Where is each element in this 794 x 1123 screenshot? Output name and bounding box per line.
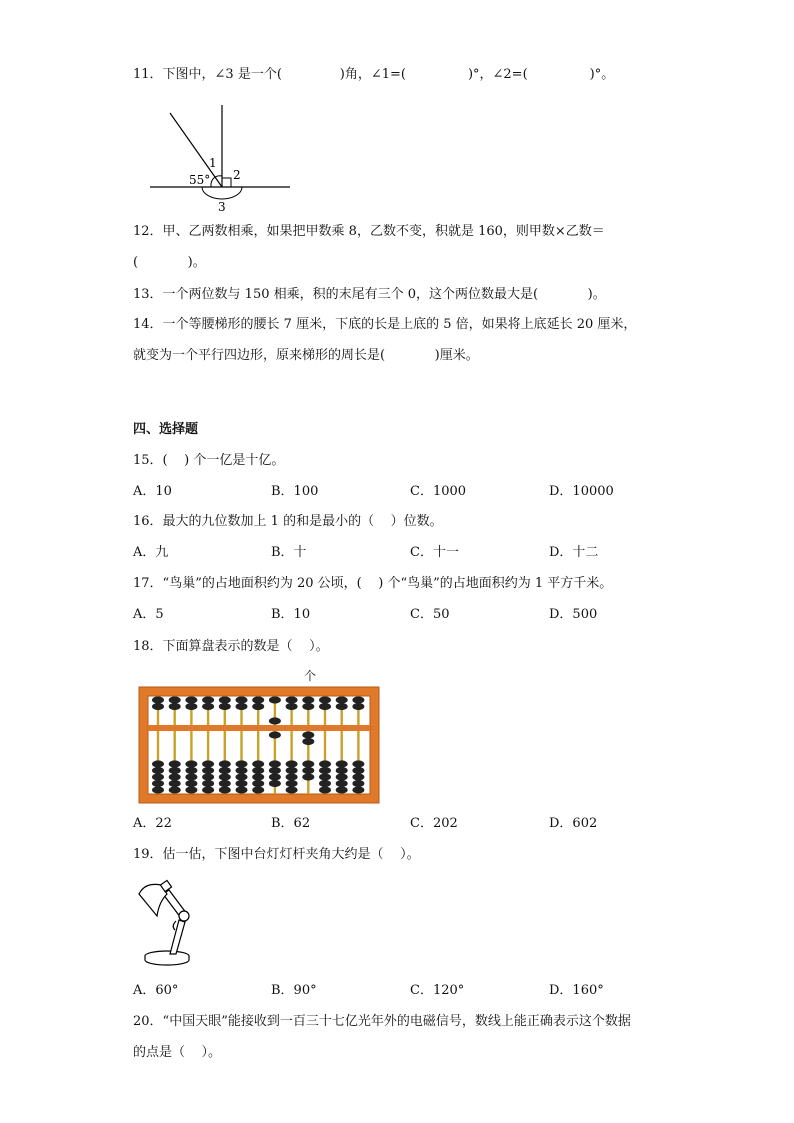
abacus-bead (219, 780, 231, 787)
abacus-bead (336, 760, 348, 767)
option-b[interactable]: B．十 (271, 545, 307, 560)
abacus-bead (319, 767, 331, 774)
abacus-bead (302, 696, 314, 703)
option-c[interactable]: C．50 (410, 607, 450, 622)
abacus-bead (352, 773, 364, 780)
abacus-bead (152, 760, 164, 767)
abacus-bead (236, 696, 248, 703)
question-20-line2: 的点是（ ）。 (133, 1045, 222, 1060)
question-14-line2: 就变为一个平行四边形，原来梯形的周长是( )厘米。 (133, 348, 479, 363)
abacus-bead (286, 767, 298, 774)
question-15: 15．( ) 个一亿是十亿。 (133, 453, 285, 468)
abacus-figure (138, 686, 380, 804)
question-16: 16．最大的九位数加上 1 的和是最小的（ ）位数。 (133, 514, 443, 529)
option-d[interactable]: D．602 (549, 816, 598, 831)
abacus-bead (236, 780, 248, 787)
abacus-beam (148, 725, 370, 731)
abacus-bead (185, 760, 197, 767)
abacus-bead (236, 786, 248, 793)
question-18: 18．下面算盘表示的数是（ ）。 (133, 639, 329, 654)
abacus-bead (252, 780, 264, 787)
abacus-bead (169, 767, 181, 774)
abacus-bead (286, 760, 298, 767)
section-heading: 四、选择题 (133, 422, 199, 437)
abacus-bead (219, 767, 231, 774)
option-d[interactable]: D．10000 (549, 484, 614, 499)
abacus-bead (269, 760, 281, 767)
abacus-bead (269, 696, 281, 703)
abacus-bead (152, 696, 164, 703)
abacus-bead (336, 767, 348, 774)
option-a[interactable]: A．九 (133, 545, 169, 560)
option-b[interactable]: B．62 (271, 816, 311, 831)
abacus-bead (302, 760, 314, 767)
question-13: 13．一个两位数与 150 相乘，积的末尾有三个 0，这个两位数最大是( )。 (133, 287, 606, 302)
abacus-bead (286, 696, 298, 703)
abacus-bead (152, 780, 164, 787)
option-b[interactable]: B．90° (271, 983, 317, 998)
abacus-bead (319, 780, 331, 787)
option-d[interactable]: D．500 (549, 607, 598, 622)
abacus-bead (169, 696, 181, 703)
abacus-bead (169, 780, 181, 787)
abacus-bead (336, 703, 348, 710)
desk-lamp-figure (135, 876, 195, 968)
abacus-bead (269, 717, 281, 724)
option-c[interactable]: C．120° (410, 983, 465, 998)
abacus-bead (252, 767, 264, 774)
abacus-bead (236, 760, 248, 767)
option-a[interactable]: A．5 (133, 607, 164, 622)
question-14-line1: 14．一个等腰梯形的腰长 7 厘米，下底的长是上底的 5 倍，如果将上底延长 20 厘米， (133, 317, 637, 332)
abacus-bead (302, 703, 314, 710)
abacus-bead (152, 703, 164, 710)
question-20-line1: 20．“中国天眼”能接收到一百三十七亿光年外的电磁信号，数线上能正确表示这个数据 (133, 1014, 631, 1029)
abacus-bead (252, 786, 264, 793)
abacus-bead (352, 760, 364, 767)
abacus-bead (236, 767, 248, 774)
option-d[interactable]: D．160° (549, 983, 604, 998)
abacus-bead (185, 780, 197, 787)
unit-label: 个 (304, 669, 317, 683)
abacus-bead (152, 786, 164, 793)
abacus-bead (169, 773, 181, 780)
abacus-bead (185, 767, 197, 774)
option-c[interactable]: C．1000 (410, 484, 467, 499)
question-12-line1: 12．甲、乙两数相乘，如果把甲数乘 8，乙数不变，积就是 160，则甲数×乙数＝ (133, 224, 605, 239)
abacus-bead (202, 703, 214, 710)
abacus-bead (352, 703, 364, 710)
abacus-bead (169, 786, 181, 793)
abacus-bead (219, 786, 231, 793)
abacus-bead (302, 767, 314, 774)
abacus-bead (269, 773, 281, 780)
abacus-bead (336, 780, 348, 787)
abacus-bead (202, 767, 214, 774)
abacus-bead (219, 696, 231, 703)
abacus-bead (319, 786, 331, 793)
abacus-bead (302, 731, 314, 738)
angle-figure (145, 98, 295, 216)
abacus-bead (236, 773, 248, 780)
option-b[interactable]: B．10 (271, 607, 311, 622)
abacus-bead (236, 703, 248, 710)
abacus-bead (202, 786, 214, 793)
abacus-bead (202, 696, 214, 703)
abacus-bead (202, 760, 214, 767)
label-55: 55° (189, 173, 211, 187)
abacus-bead (185, 696, 197, 703)
label-3: 3 (218, 200, 226, 214)
abacus-bead (252, 760, 264, 767)
option-c[interactable]: C．202 (410, 816, 458, 831)
abacus-bead (185, 703, 197, 710)
abacus-bead (169, 760, 181, 767)
question-19: 19．估一估，下图中台灯灯杆夹角大约是（ ）。 (133, 847, 420, 862)
abacus-bead (319, 703, 331, 710)
abacus-bead (219, 773, 231, 780)
option-b[interactable]: B．100 (271, 484, 319, 499)
abacus-bead (252, 773, 264, 780)
option-a[interactable]: A．60° (133, 983, 179, 998)
abacus-bead (352, 696, 364, 703)
option-d[interactable]: D．十二 (549, 545, 599, 560)
abacus-bead (202, 773, 214, 780)
option-c[interactable]: C．十一 (410, 545, 459, 560)
abacus-bead (219, 760, 231, 767)
abacus-bead (252, 696, 264, 703)
abacus-bead (319, 760, 331, 767)
abacus-bead (352, 780, 364, 787)
abacus-bead (169, 703, 181, 710)
abacus-bead (302, 773, 314, 780)
abacus-bead (185, 773, 197, 780)
abacus-bead (286, 773, 298, 780)
option-a[interactable]: A．10 (133, 484, 172, 499)
abacus-bead (202, 780, 214, 787)
abacus-bead (152, 767, 164, 774)
option-a[interactable]: A．22 (133, 816, 172, 831)
abacus-bead (219, 703, 231, 710)
abacus-bead (152, 773, 164, 780)
abacus-bead (269, 767, 281, 774)
abacus-bead (286, 780, 298, 787)
abacus-bead (185, 786, 197, 793)
abacus-bead (352, 767, 364, 774)
abacus-bead (269, 780, 281, 787)
abacus-bead (302, 738, 314, 745)
abacus-bead (286, 703, 298, 710)
label-1: 1 (209, 156, 217, 170)
abacus-bead (336, 786, 348, 793)
abacus-bead (252, 703, 264, 710)
abacus-bead (319, 696, 331, 703)
abacus-bead (319, 773, 331, 780)
question-11: 11．下图中，∠3 是一个( )角，∠1=( )°，∠2=( )°。 (133, 67, 615, 82)
abacus-bead (352, 786, 364, 793)
abacus-bead (269, 731, 281, 738)
label-2: 2 (233, 168, 241, 182)
question-12-line2: ( )。 (133, 255, 206, 270)
abacus-bead (286, 786, 298, 793)
question-17: 17．“鸟巢”的占地面积约为 20 公顷，( ) 个“鸟巢”的占地面积约为 1 平方千米。 (133, 576, 613, 591)
abacus-bead (336, 773, 348, 780)
abacus-bead (336, 696, 348, 703)
